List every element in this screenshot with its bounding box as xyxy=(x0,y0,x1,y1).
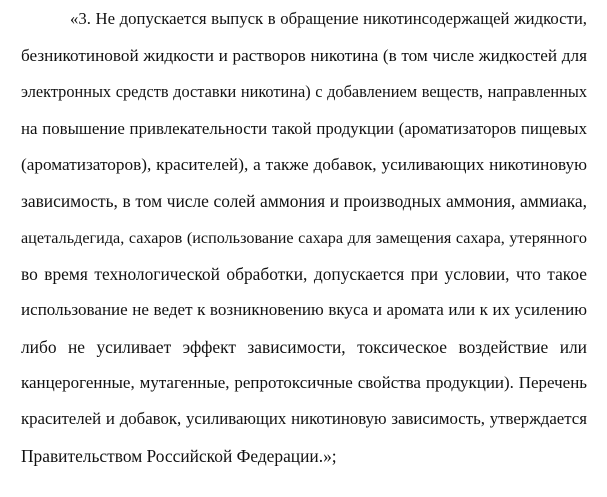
paragraph-line-7: ацетальдегида, сахаров (использование сахара для замещения сахара, утерянного xyxy=(21,229,587,247)
paragraph-line-2: безникотиновой жидкости и растворов никотина (в том числе жидкостей для xyxy=(21,46,587,65)
paragraph-line-9: использование не ведет к возникновению вкуса и аромата или к их усилению xyxy=(21,300,587,319)
paragraph-line-6: зависимость, в том числе солей аммония и производных аммония, аммиака, xyxy=(21,191,587,211)
paragraph-line-11: канцерогенные, мутагенные, репротоксичные свойства продукции). Перечень xyxy=(21,373,587,392)
paragraph-line-12: красителей и добавок, усиливающих никотиновую зависимость, утверждается xyxy=(21,409,587,428)
paragraph-line-4: на повышение привлекательности такой продукции (ароматизаторов пищевых xyxy=(21,119,587,138)
paragraph-line-8: во время технологической обработки, допускается при условии, что такое xyxy=(21,264,587,284)
paragraph-line-3: электронных средств доставки никотина) с добавлением веществ, направленных xyxy=(21,82,587,101)
paragraph-line-13: Правительством Российской Федерации.»; xyxy=(21,446,337,466)
paragraph-line-5: (ароматизаторов), красителей), а также добавок, усиливающих никотиновую xyxy=(21,155,587,174)
paragraph-line-10: либо не усиливает эффект зависимости, токсическое воздействие или xyxy=(21,337,587,357)
paragraph-line-1: «3. Не допускается выпуск в обращение никотинсодержащей жидкости, xyxy=(70,9,587,28)
